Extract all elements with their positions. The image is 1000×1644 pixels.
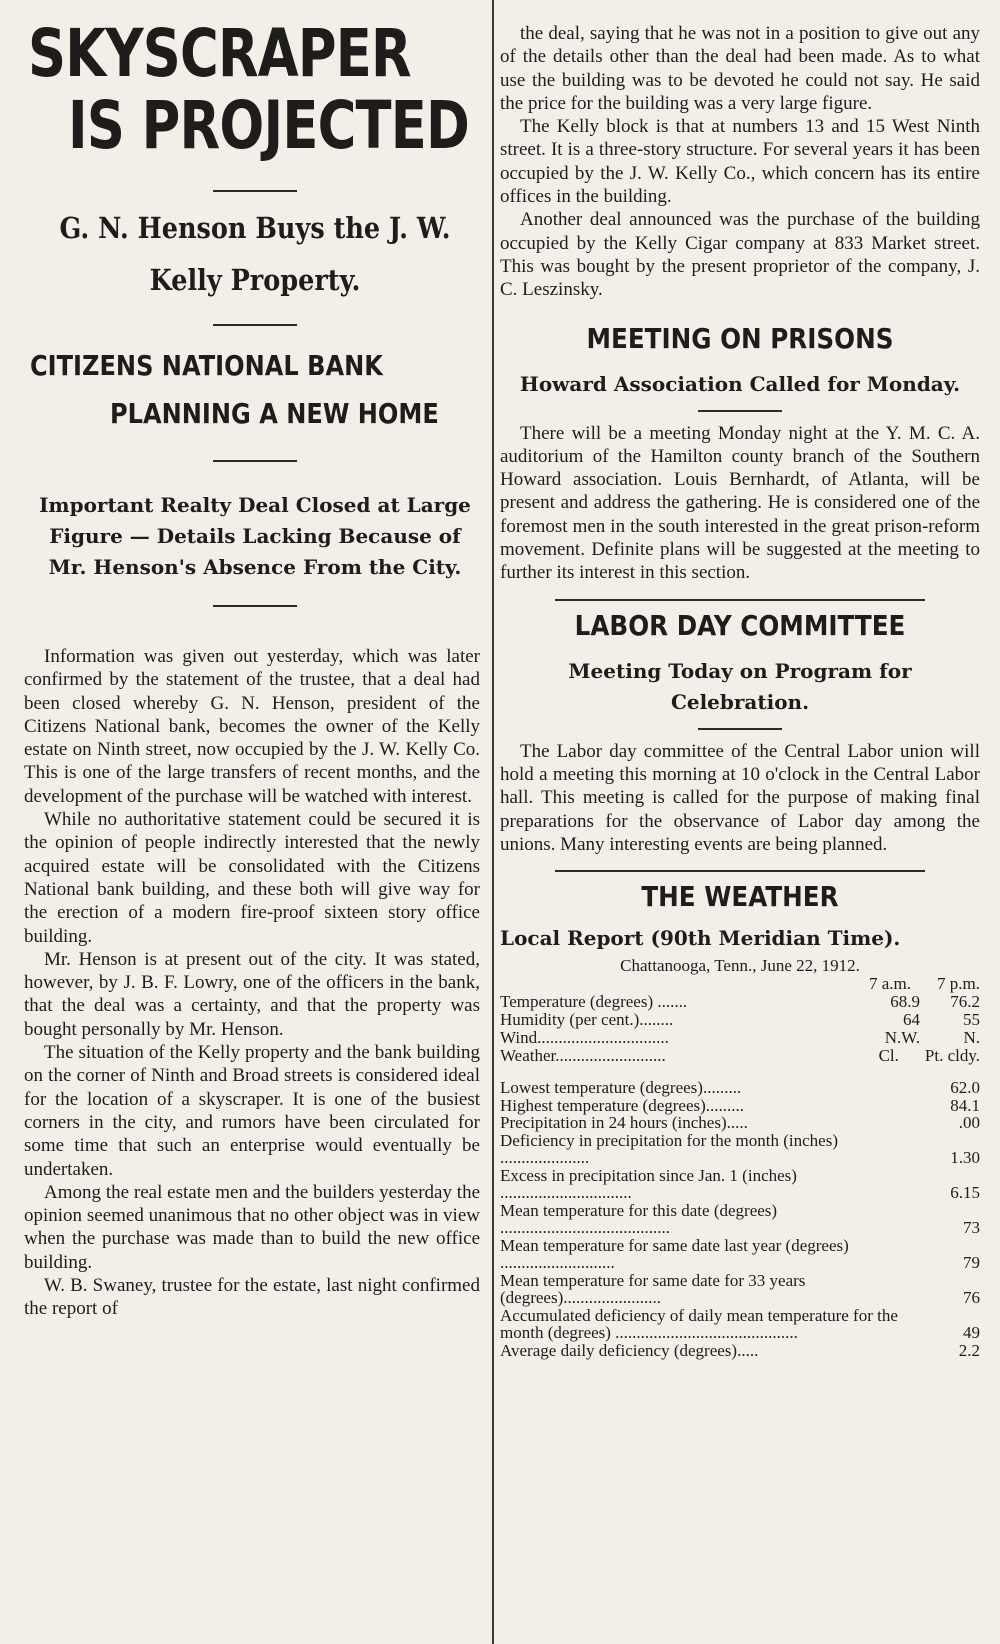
divider <box>213 605 297 607</box>
deck-1-line1: G. N. Henson Buys the J. W. <box>59 211 451 245</box>
weather-row-am: Cl. <box>878 1046 899 1066</box>
article-continuation <box>500 22 980 302</box>
weather-item <box>500 1237 980 1272</box>
weather-observations <box>500 993 980 1065</box>
weather-item-label: Average daily deficiency (degrees)..... <box>500 1340 759 1360</box>
deck-2-line2: PLANNING A NEW HOME <box>110 397 439 430</box>
weather-item-value: 79 <box>963 1253 980 1273</box>
weather-item-label: Precipitation in 24 hours (inches)..... <box>500 1113 748 1133</box>
column-rule <box>492 0 494 1644</box>
prisons-body <box>500 422 980 585</box>
weather-item-value: 84.1 <box>950 1095 980 1115</box>
weather-item-value: 62.0 <box>950 1078 980 1098</box>
main-headline-line2: IS PROJECTED <box>68 87 470 164</box>
weather-row-pm: N. <box>963 1028 980 1048</box>
weather-item-label: Excess in precipitation since Jan. 1 (inches) ............................... <box>500 1165 797 1203</box>
weather-row <box>500 1029 980 1047</box>
col-am: 7 a.m. <box>868 974 912 994</box>
weather-row-am: 64 <box>903 1010 920 1030</box>
weather-row-pm: Pt. cldy. <box>924 1046 980 1066</box>
weather-item <box>500 1167 980 1202</box>
labor-body <box>500 740 980 856</box>
prisons-paragraph: There will be a meeting Monday night at the Y. M. C. A. auditorium of the Hamilton county branch of the Southern Howard association. Louis Bernhardt, of Atlanta, will be present and address the gathering. He is considered one of the foremost men in the south interested in the great prison-reform movement. Definite plans will be suggested at the meeting to further its interest in this section. <box>500 422 980 584</box>
article-paragraph: Information was given out yesterday, which was later confirmed by the statement of the trustee, that a deal had been closed whereby G. N. Henson, president of the Citizens National bank, becomes the owner of the Kelly estate on Ninth street, now occupied by the J. W. Kelly Co. This is one of the large transfers of recent months, and the development of the purchase will be watched with interest. <box>24 646 480 807</box>
article-body <box>24 645 486 1321</box>
deck-3: Important Realty Deal Closed at Large Figure — Details Lacking Because of Mr. Henson's Absence From the City. <box>39 493 471 579</box>
weather-summary <box>500 1079 980 1359</box>
deck-2-line1: CITIZENS NATIONAL BANK <box>30 349 383 382</box>
divider <box>555 599 925 601</box>
weather-item <box>500 1132 980 1167</box>
weather-dateline: Chattanooga, Tenn., June 22, 1912. <box>620 956 860 976</box>
right-column <box>500 0 980 1644</box>
weather-row-am: N.W. <box>884 1028 920 1048</box>
weather-row-label: Weather.......................... <box>500 1046 666 1066</box>
weather-row <box>500 1011 980 1029</box>
weather-row-pm: 55 <box>963 1010 980 1030</box>
weather-item <box>500 1342 980 1360</box>
deck-1-line2: Kelly Property. <box>149 263 361 297</box>
labor-paragraph: The Labor day committee of the Central Labor union will hold a meeting this morning at 10 o'clock in the Central Labor hall. This meeting is called for the purpose of making final preparations for the observance of Labor day among the unions. Many interesting events are being planned. <box>500 740 980 855</box>
article-paragraph: The situation of the Kelly property and the bank building on the corner of Ninth and Broad streets is considered ideal for the location of a skyscraper. It is one of the busiest corners in the city, and rumors have been circulated for some time that such an enterprise would eventually be undertaken. <box>24 1042 480 1180</box>
prisons-deck: Howard Association Called for Monday. <box>519 371 961 396</box>
weather-deck: Local Report (90th Meridian Time). <box>500 926 901 951</box>
weather-item-label: Mean temperature for same date for 33 years (degrees)....................... <box>500 1270 806 1308</box>
left-column <box>24 0 486 1644</box>
weather-item-value: .00 <box>958 1113 980 1133</box>
col-pm: 7 p.m. <box>937 974 980 994</box>
weather-item-value: 2.2 <box>958 1340 980 1360</box>
main-headline-line1: SKYSCRAPER <box>28 15 411 92</box>
weather-item <box>500 1307 980 1342</box>
weather-row <box>500 993 980 1011</box>
divider <box>213 460 297 462</box>
weather-item-label: Mean temperature for this date (degrees) ........................................ <box>500 1200 778 1238</box>
weather-item-value: 76 <box>963 1288 980 1308</box>
divider <box>698 728 782 730</box>
weather-item-label: Deficiency in precipitation for the month (inches) ..................... <box>500 1130 838 1168</box>
weather-item <box>500 1097 980 1115</box>
prisons-headline: MEETING ON PRISONS <box>586 321 894 355</box>
labor-deck: Meeting Today on Program for Celebration. <box>568 658 912 714</box>
divider <box>555 870 925 872</box>
weather-item-label: Accumulated deficiency of daily mean temperature for the month (degrees) ........................................... <box>500 1305 898 1343</box>
article-paragraph: Mr. Henson is at present out of the city. It was stated, however, by J. B. F. Lowry, one of the officers in the bank, that the deal was a certainty, and that the property was bought personally by Mr. Henson. <box>24 948 480 1040</box>
weather-item-label: Lowest temperature (degrees)......... <box>500 1078 742 1098</box>
weather-item-value: 73 <box>963 1218 980 1238</box>
article-paragraph: The Kelly block is that at numbers 13 and 15 West Ninth street. It is a three-story structure. For several years it has been occupied by the J. W. Kelly Co., which concern has its entire offices in the building. <box>500 116 980 208</box>
weather-item-label: Mean temperature for same date last year (degrees) ........................... <box>500 1235 849 1273</box>
weather-item-value: 1.30 <box>950 1148 980 1168</box>
article-paragraph: Among the real estate men and the builders yesterday the opinion seemed unanimous that no other object was in view when the purchase was made than to build the new office building. <box>24 1181 480 1273</box>
divider <box>698 410 782 412</box>
weather-row-pm: 76.2 <box>950 992 980 1012</box>
weather-row-label: Wind............................... <box>500 1028 669 1048</box>
weather-row-label: Temperature (degrees) ....... <box>500 992 688 1012</box>
weather-item-label: Highest temperature (degrees)......... <box>500 1095 745 1115</box>
article-paragraph: While no authoritative statement could be secured it is the opinion of people indirectly interested that the newly acquired estate will be consolidated with the Citizens National bank building, and these both will give way for the erection of a modern fire-proof sixteen story office building. <box>24 809 480 947</box>
article-paragraph: W. B. Swaney, trustee for the estate, last night confirmed the report of <box>24 1275 480 1320</box>
article-paragraph: Another deal announced was the purchase of the building occupied by the Kelly Cigar company at 833 Market street. This was bought by the present proprietor of the company, J. C. Leszinsky. <box>500 209 980 301</box>
weather-row <box>500 1047 980 1065</box>
weather-row-am: 68.9 <box>890 992 920 1012</box>
labor-headline: LABOR DAY COMMITTEE <box>574 608 906 642</box>
weather-item-value: 6.15 <box>950 1183 980 1203</box>
weather-item <box>500 1202 980 1237</box>
article-paragraph: the deal, saying that he was not in a position to give out any of the details other than the deal had been made. As to what use the building was to be devoted he could not say. He said the price for the building was a very large figure. <box>500 23 980 114</box>
weather-col-headers <box>500 975 980 993</box>
weather-row-label: Humidity (per cent.)........ <box>500 1010 674 1030</box>
weather-item-value: 49 <box>963 1323 980 1343</box>
weather-headline: THE WEATHER <box>641 880 839 914</box>
divider <box>213 190 297 192</box>
weather-item <box>500 1079 980 1097</box>
divider <box>213 324 297 326</box>
weather-item <box>500 1272 980 1307</box>
weather-item <box>500 1114 980 1132</box>
